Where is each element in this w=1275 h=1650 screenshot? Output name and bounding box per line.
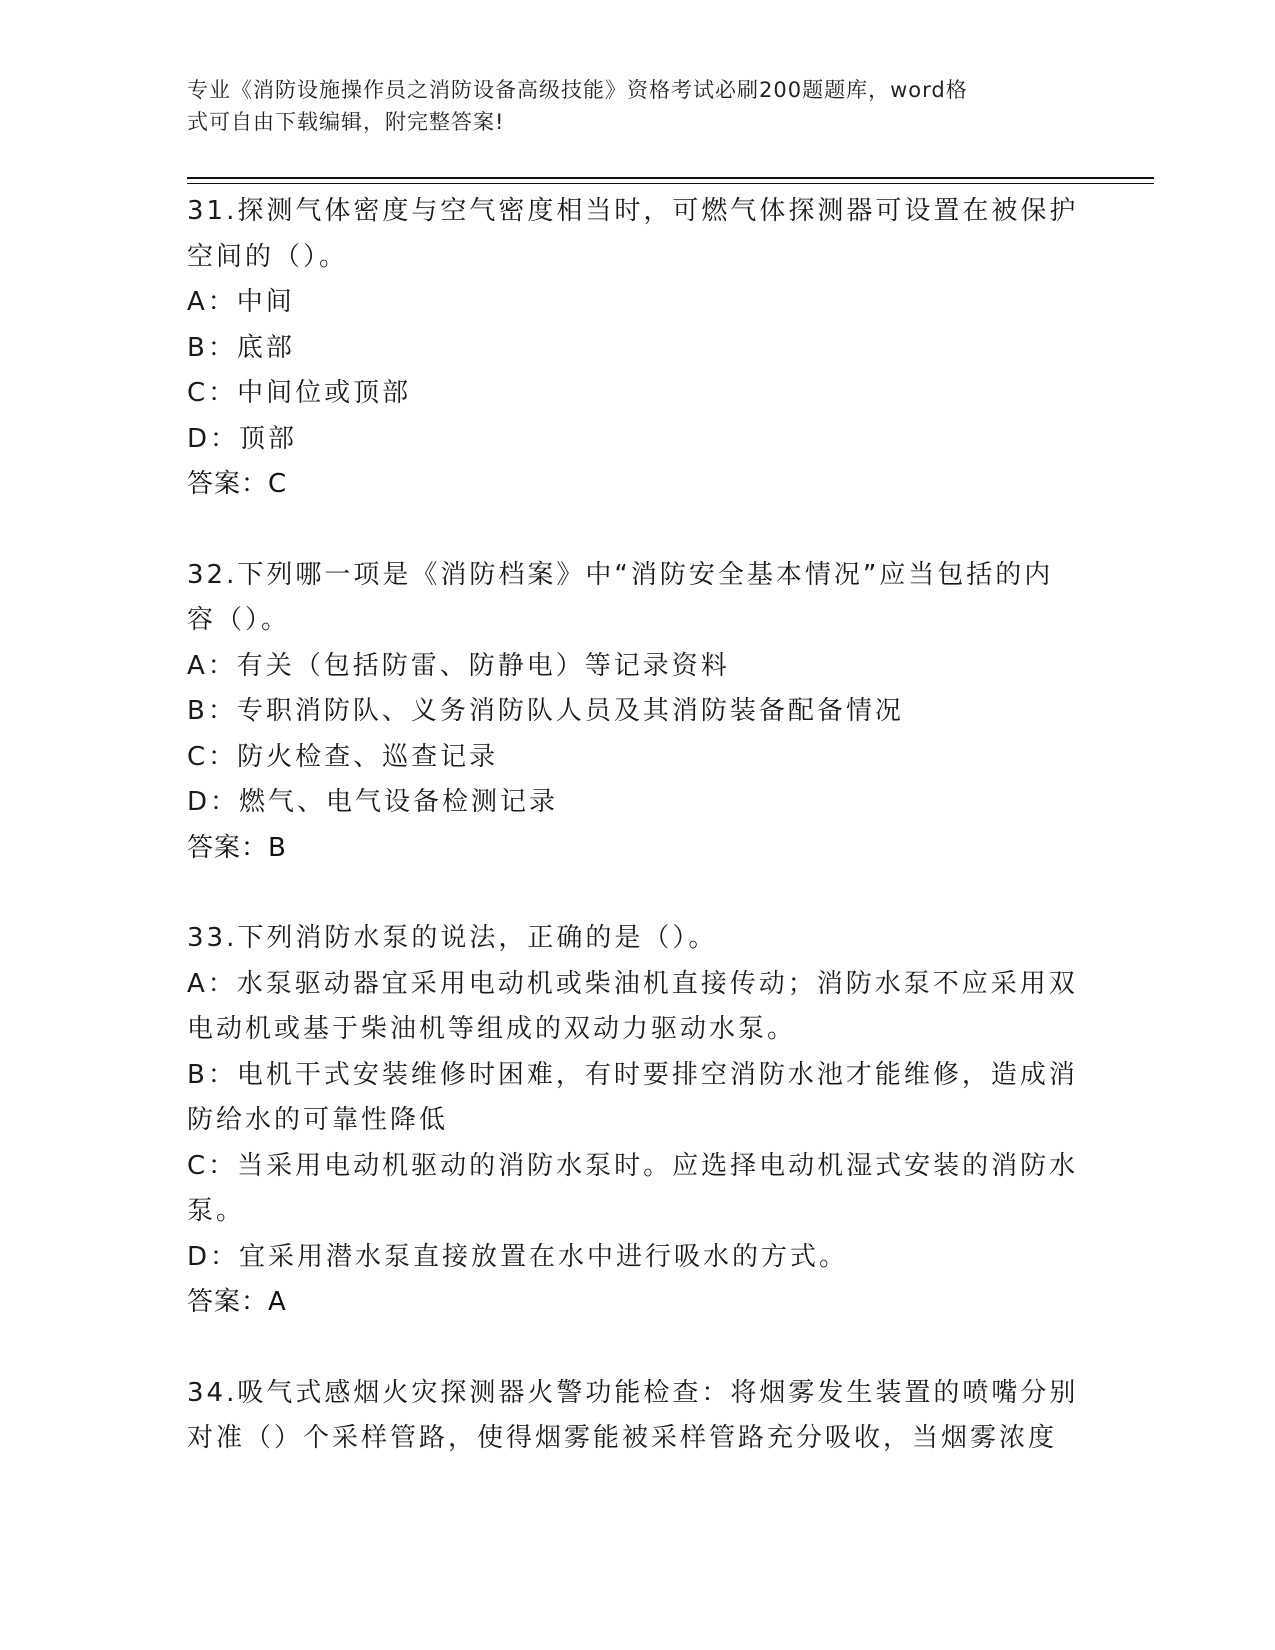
question-stem: 对准（）个采样管路，使得烟雾能被采样管路充分吸收，当烟雾浓度 [187,1423,1058,1453]
header-line: 式可自由下载编辑，附完整答案! [187,110,505,134]
option-c-cont: 泵。 [187,1196,246,1226]
header-line: 专业《消防设施操作员之消防设备高级技能》资格考试必刷200题题库，word格 [187,78,968,102]
option-a-cont: 电动机或基于柴油机等组成的双动力驱动水泵。 [187,1014,797,1044]
question-34 [187,1371,1087,1462]
question-32 [187,553,1087,872]
question-stem: 32.下列哪一项是《消防档案》中“消防安全基本情况”应当包括的内 [187,559,1054,590]
option-b: B：电机干式安装维修时困难，有时要排空消防水池才能维修，造成消 [187,1059,1078,1090]
question-stem: 33.下列消防水泵的说法，正确的是（）。 [187,923,718,953]
question-33 [187,916,1087,1326]
option-a: A：中间 [187,287,295,317]
option-c: C：当采用电动机驱动的消防水泵时。应选择电动机湿式安装的消防水 [187,1150,1079,1181]
question-stem: 34.吸气式感烟火灾探测器火警功能检查：将烟雾发生装置的喷嘴分别 [187,1377,1079,1408]
answer-line: 答案：B [187,832,287,863]
document-header [187,74,1067,138]
question-31 [187,189,1087,508]
header-divider [187,177,1154,179]
answer-line: 答案：C [187,469,288,499]
answer-line: 答案：A [187,1287,287,1317]
question-stem: 31.探测气体密度与空气密度相当时，可燃气体探测器可设置在被保护 [187,196,1079,226]
option-b: B：专职消防队、义务消防队人员及其消防装备配备情况 [187,696,904,726]
header-divider-thin [187,183,1154,184]
option-c: C：防火检查、巡查记录 [187,741,499,772]
option-d: D：燃气、电气设备检测记录 [187,787,559,817]
question-stem: 容（）。 [187,605,291,635]
option-b-cont: 防给水的可靠性降低 [187,1105,449,1135]
option-c: C：中间位或顶部 [187,378,412,408]
question-stem: 空间的（）。 [187,241,349,272]
option-b: B：底部 [187,332,295,363]
question-list [187,189,1087,1507]
option-a: A：有关（包括防雷、防静电）等记录资料 [187,650,730,681]
option-d: D：宜采用潜水泵直接放置在水中进行吸水的方式。 [187,1241,849,1272]
option-d: D：顶部 [187,423,298,454]
option-a: A：水泵驱动器宜采用电动机或柴油机直接传动；消防水泵不应采用双 [187,968,1078,999]
